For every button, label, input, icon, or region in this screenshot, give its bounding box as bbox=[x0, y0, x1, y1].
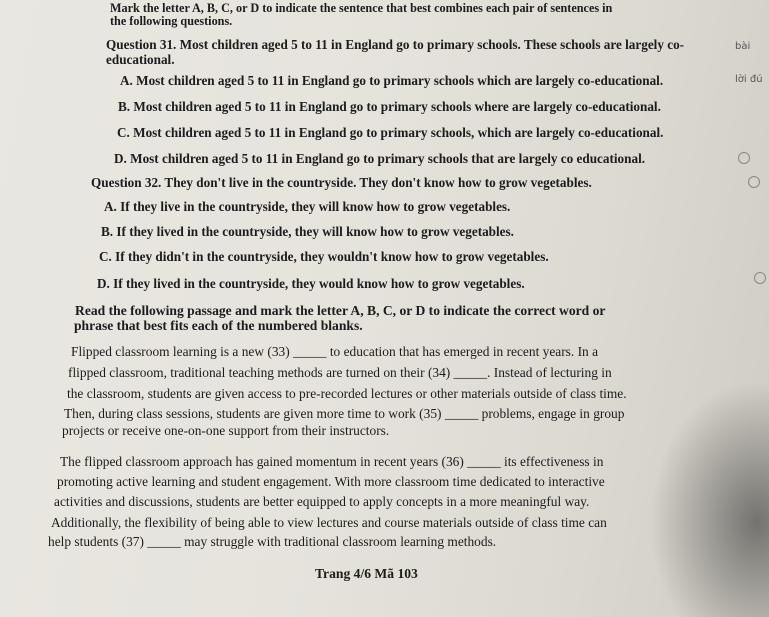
passage-p2-line-2: promoting active learning and student engagement. With more classroom time dedicated to interactive bbox=[57, 474, 605, 489]
q31-option-c: C. Most children aged 5 to 11 in England go to primary schools, which are largely co-educational. bbox=[117, 125, 664, 140]
q31-option-d: D. Most children aged 5 to 11 in England go to primary schools that are largely co educational. bbox=[114, 151, 646, 166]
passage-p1-line-3: the classroom, students are given access to pre-recorded lectures or other materials outside of class time. bbox=[67, 386, 627, 401]
passage-p1-line-1: Flipped classroom learning is a new (33) _____ to education that has emerged in recent years. In a bbox=[71, 344, 599, 359]
passage-instructions-line-2: phrase that best fits each of the numbered blanks. bbox=[74, 318, 363, 333]
q32-option-a: A. If they live in the countryside, they will know how to grow vegetables. bbox=[104, 199, 511, 214]
hand-shadow bbox=[649, 380, 769, 617]
q31-stem-line-1: Question 31. Most children aged 5 to 11 in England go to primary schools. These schools are largely co- bbox=[106, 37, 685, 52]
circle-mark-2 bbox=[748, 176, 760, 188]
margin-note-1: bài bbox=[735, 41, 751, 52]
passage-p2-line-5: help students (37) _____ may struggle with traditional classroom learning methods. bbox=[48, 534, 497, 549]
circle-mark-3 bbox=[754, 272, 766, 284]
q31-option-a: A. Most children aged 5 to 11 in England go to primary schools which are largely co-educational. bbox=[120, 73, 664, 88]
passage-p2-line-1: The flipped classroom approach has gained momentum in recent years (36) _____ its effectiveness in bbox=[60, 454, 604, 469]
passage-p1-line-5: projects or receive one-on-one support from their instructors. bbox=[62, 423, 390, 438]
q31-option-b: B. Most children aged 5 to 11 in England go to primary schools where are largely co-educational. bbox=[118, 99, 661, 114]
passage-p2-line-3: activities and discussions, students are better equipped to apply concepts in a more meaningful way. bbox=[54, 494, 590, 509]
passage-p1-line-2: flipped classroom, traditional teaching methods are turned on their (34) _____. Instead of lecturing in bbox=[68, 365, 612, 380]
q32-stem: Question 32. They don't live in the countryside. They don't know how to grow vegetables. bbox=[91, 175, 592, 190]
instructions-line-2: the following questions. bbox=[110, 14, 233, 28]
passage-p2-line-4: Additionally, the flexibility of being able to view lectures and course materials outside of class time can bbox=[51, 515, 607, 530]
page-footer: Trang 4/6 Mã 103 bbox=[315, 566, 418, 581]
q31-stem-line-2: educational. bbox=[106, 52, 175, 67]
q32-option-c: C. If they didn't in the countryside, they wouldn't know how to grow vegetables. bbox=[99, 249, 549, 264]
q32-option-b: B. If they lived in the countryside, they will know how to grow vegetables. bbox=[101, 224, 514, 239]
passage-instructions-line-1: Read the following passage and mark the letter A, B, C, or D to indicate the correct word or bbox=[75, 303, 606, 318]
passage-p1-line-4: Then, during class sessions, students are given more time to work (35) _____ problems, engage in group bbox=[64, 406, 625, 421]
circle-mark-1 bbox=[738, 152, 750, 164]
q32-option-d: D. If they lived in the countryside, they would know how to grow vegetables. bbox=[97, 276, 525, 291]
margin-note-2: lời đú bbox=[735, 74, 763, 85]
instructions-line-1: Mark the letter A, B, C, or D to indicate the sentence that best combines each pair of sentences in bbox=[110, 1, 613, 15]
